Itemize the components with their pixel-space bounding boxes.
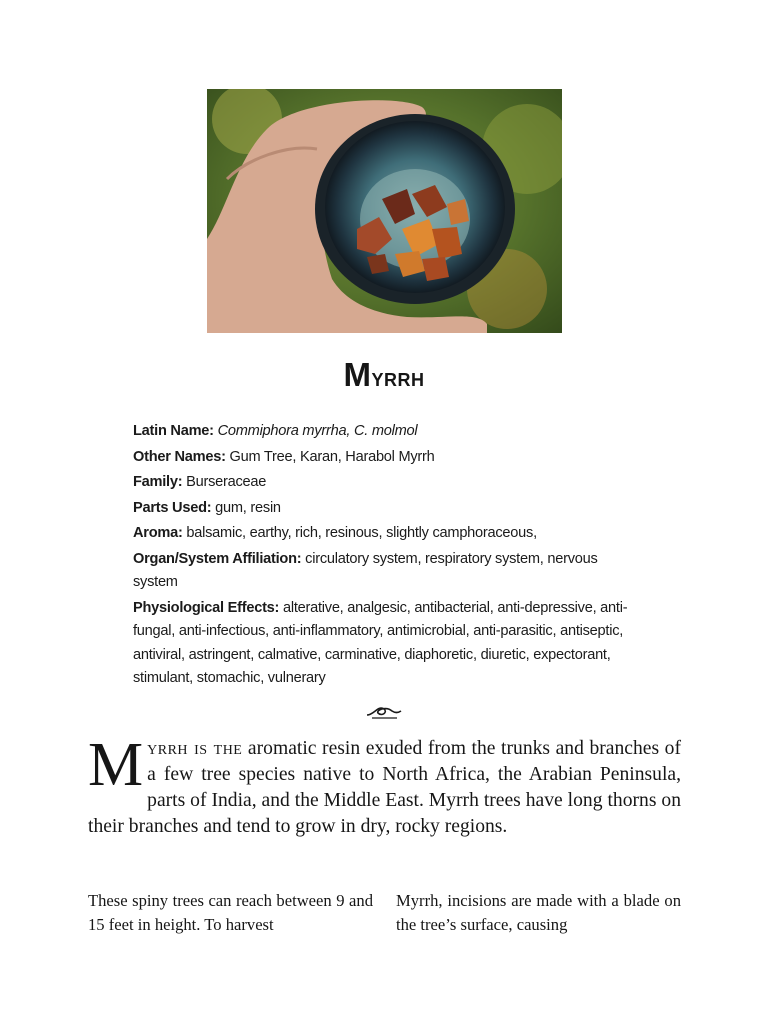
title-cap: M bbox=[343, 356, 372, 393]
fact-label: Other Names: bbox=[133, 448, 226, 465]
fact-label: Aroma: bbox=[133, 525, 183, 541]
column-left-text: These spiny trees can reach between 9 and 15 feet in height. To harvest bbox=[88, 891, 373, 934]
fact-physiological-effects bbox=[133, 597, 643, 691]
intro-text: aromatic resin exuded from the trunks and branches of a few tree species native to North Africa, the Arabian Peninsula, parts of India, and the Middle East. Myrrh trees have long thorns on their branches and tend to grow in dry, rocky regions. bbox=[88, 738, 682, 837]
fact-label: Family: bbox=[133, 474, 183, 490]
fact-value: Burseraceae bbox=[186, 474, 267, 490]
fact-value: gum, resin bbox=[215, 499, 281, 516]
fact-label: Latin Name: bbox=[133, 423, 214, 439]
fact-parts-used bbox=[133, 497, 643, 521]
myrrh-photo-image bbox=[207, 89, 562, 333]
intro-smallcaps: yrrh is the bbox=[147, 738, 243, 759]
drop-cap: M bbox=[88, 731, 144, 799]
fact-value: Commiphora myrrha, C. molmol bbox=[217, 423, 418, 439]
ornament-divider-icon bbox=[364, 701, 404, 721]
page-title bbox=[0, 356, 768, 394]
fact-family bbox=[133, 471, 643, 495]
fact-label: Parts Used: bbox=[133, 499, 212, 516]
fact-latin-name bbox=[133, 420, 643, 444]
fact-other-names bbox=[133, 446, 643, 470]
column-right-text: Myrrh, incisions are made with a blade on the tree’s surface, causing bbox=[396, 891, 681, 934]
fact-aroma bbox=[133, 522, 643, 546]
fact-label: Organ/System Affiliation: bbox=[133, 550, 302, 567]
fact-label: Physiological Effects: bbox=[133, 599, 280, 616]
fact-value: Gum Tree, Karan, Harabol Myrrh bbox=[229, 448, 435, 465]
intro-paragraph bbox=[88, 731, 682, 840]
title-rest: yrrh bbox=[371, 362, 425, 392]
fact-value: circulatory system, respiratory system, nervous system bbox=[133, 550, 598, 590]
myrrh-photo bbox=[207, 89, 562, 333]
fact-value: balsamic, earthy, rich, resinous, slightly camphoraceous, bbox=[186, 525, 537, 541]
fact-organ-system bbox=[133, 548, 643, 595]
facts-list bbox=[133, 420, 643, 693]
fact-value: alterative, analgesic, antibacterial, anti-depressive, anti-fungal, anti-infectious, anti-inflammatory, antimicrobial, anti-parasitic, antiseptic, antiviral, astringent, calmative, carminative, diaphoretic, diuretic, expectorant, stimulant, stomachic, vulnerary bbox=[133, 599, 628, 686]
